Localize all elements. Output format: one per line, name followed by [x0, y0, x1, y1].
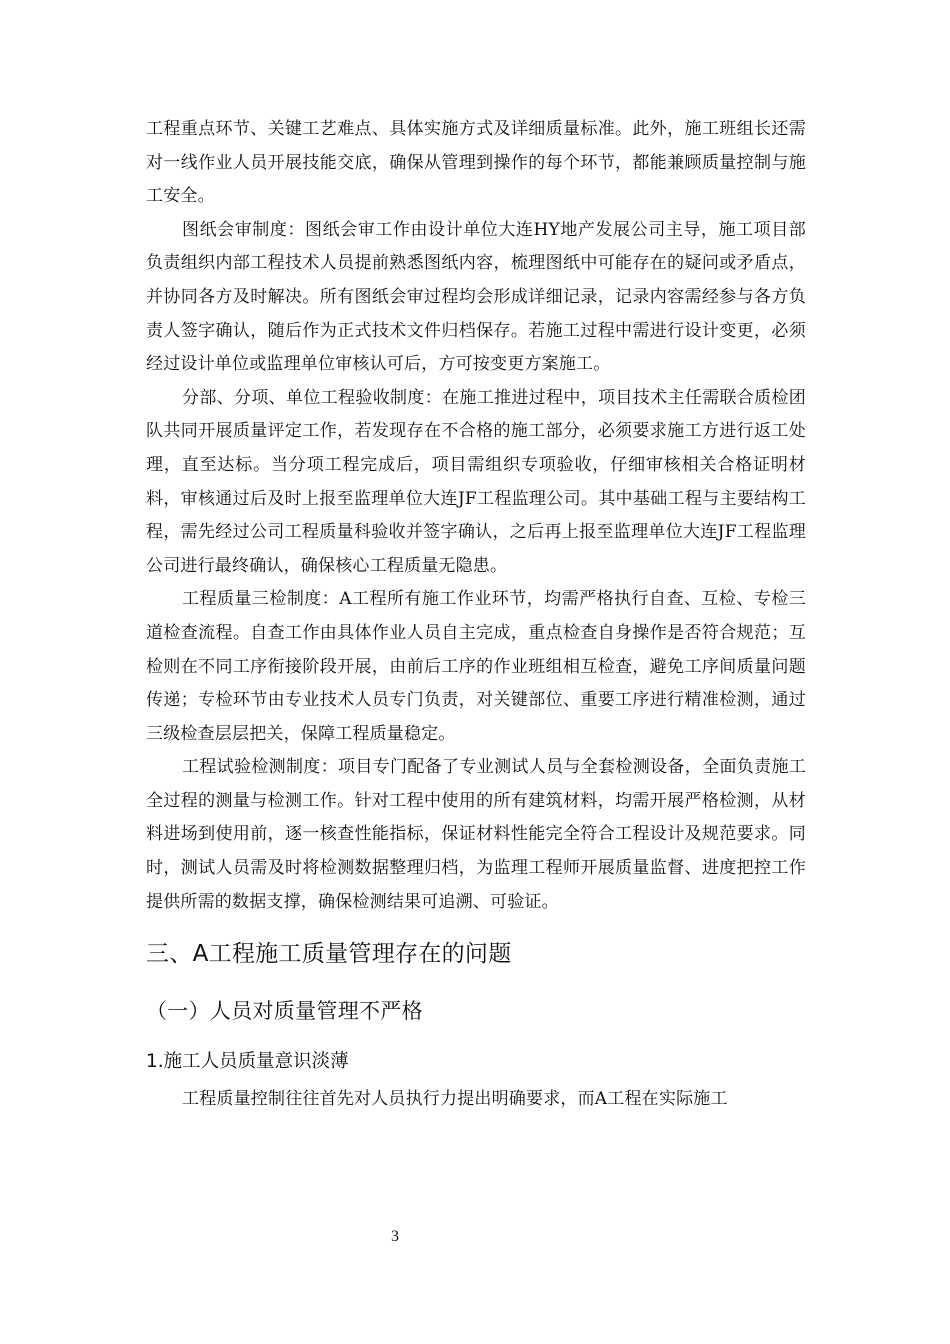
subsection-heading: （一）人员对质量管理不严格 [146, 999, 423, 1024]
paragraph-acceptance: 分部、分项、单位工程验收制度：在施工推进过程中，项目技术主任需联合质检团队共同开展质量评定工作，若发现存在不合格的施工部分，必须要求施工方进行返工处理，直至达标。当分项工程完成后，项目需组织专项验收，仔细审核相关合格证明材料，审核通过后及时上报至监理单位大连JF工程监理公司。其中基础工程与主要结构工程，需先经过公司工程质量科验收并签字确认，之后再上报至监理单位大连JF工程监理公司进行最终确认，确保核心工程质量无隐患。 [146, 387, 806, 576]
paragraph-continuation: 工程重点环节、关键工艺难点、具体实施方式及详细质量标准。此外，施工班组长还需对一线作业人员开展技能交底，确保从管理到操作的每个环节，都能兼顾质量控制与施工安全。 [146, 119, 806, 207]
paragraph-testing: 工程试验检测制度：项目专门配备了专业测试人员与全套检测设备，全面负责施工全过程的测量与检测工作。针对工程中使用的所有建筑材料，均需开展严格检测，从材料进场到使用前，逐一核查性能指标，保证材料性能完全符合工程设计及规范要求。同时，测试人员需及时将检测数据整理归档，为监理工程师开展质量监督、进度把控工作提供所需的数据支撑，确保检测结果可追溯、可验证。 [146, 757, 806, 912]
page-number: 3 [391, 1228, 399, 1245]
section-heading: 三、A工程施工质量管理存在的问题 [146, 941, 512, 968]
paragraph-drawing-review: 图纸会审制度：图纸会审工作由设计单位大连HY地产发展公司主导，施工项目部负责组织内部工程技术人员提前熟悉图纸内容，梳理图纸中可能存在的疑问或矛盾点，并协同各方及时解决。所有图纸会审过程均会形成详细记录，记录内容需经参与各方负责人签字确认，随后作为正式技术文件归档保存。若施工过程中需进行设计变更，必须经过设计单位或监理单位审核认可后，方可按变更方案施工。 [146, 219, 806, 375]
paragraph-three-inspections: 工程质量三检制度：A工程所有施工作业环节，均需严格执行自查、互检、专检三道检查流程。自查工作由具体作业人员自主完成，重点检查自身操作是否符合规范；互检则在不同工序衔接阶段开展，由前后工序的作业班组相互检查，避免工序间质量问题传递；专检环节由专业技术人员专门负责，对关键部位、重要工序进行精准检测，通过三级检查层层把关，保障工程质量稳定。 [146, 589, 806, 744]
document-body [146, 113, 806, 1117]
paragraph-final: 工程质量控制往往首先对人员执行力提出明确要求，而A工程在实际施工 [182, 1089, 728, 1110]
item-heading: 1.施工人员质量意识淡薄 [146, 1051, 349, 1073]
